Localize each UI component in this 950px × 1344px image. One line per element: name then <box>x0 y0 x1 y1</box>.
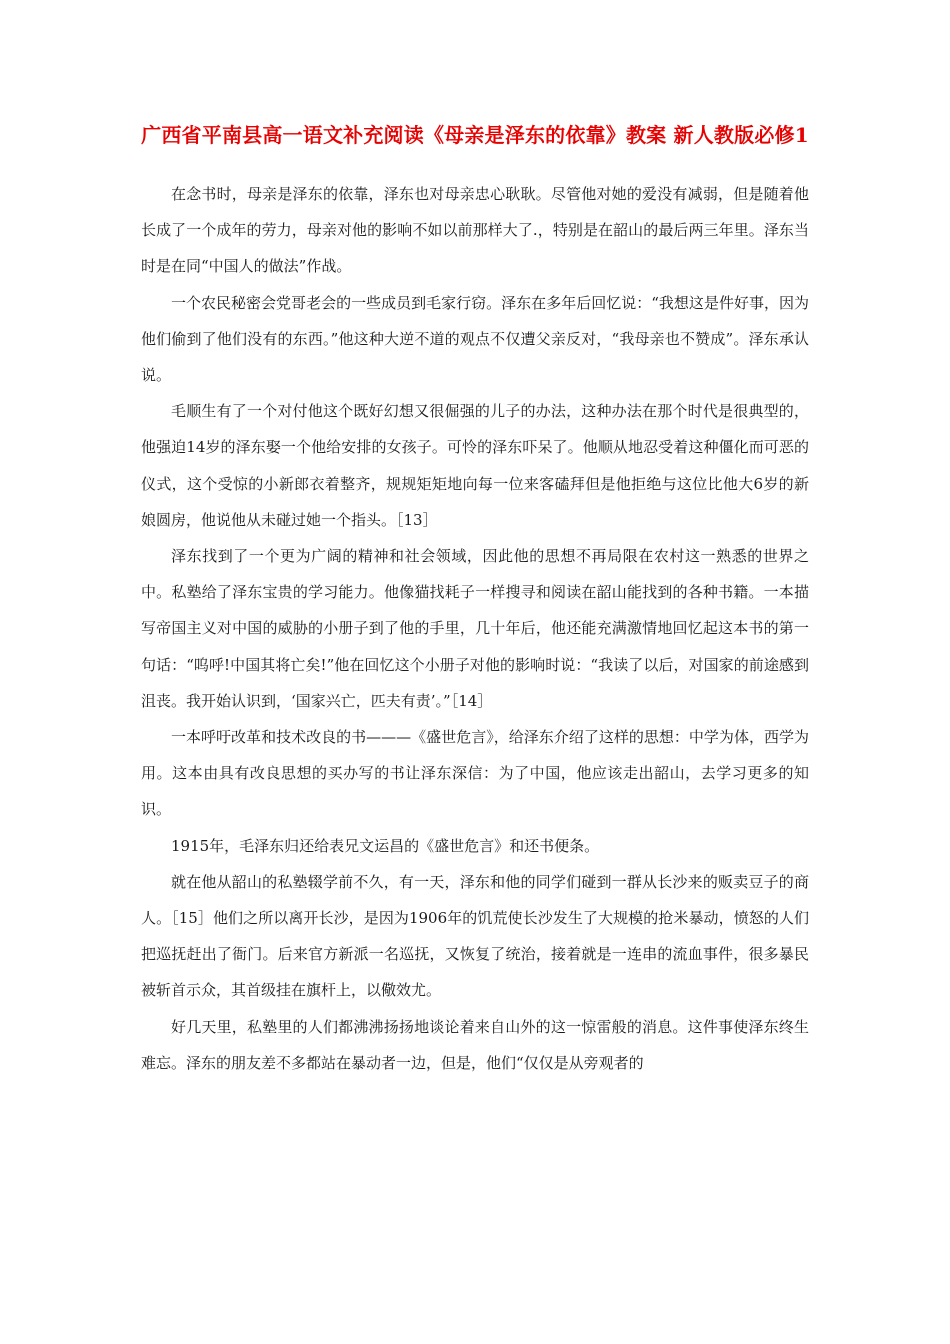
paragraph-5: 一本呼吁改革和技术改良的书———《盛世危言》，给泽东介绍了这样的思想：中学为体，西学为用。这本由具有改良思想的买办写的书让泽东深信：为了中国，他应该走出韶山，去学习更多的知识。 <box>141 728 809 819</box>
paragraph-4: 泽东找到了一个更为广阔的精神和社会领域，因此他的思想不再局限在农村这一熟悉的世界之中。私塾给了泽东宝贵的学习能力。他像猫找耗子一样搜寻和阅读在韶山能找到的各种书籍。一本描写帝国主义对中国的威胁的小册子到了他的手里，几十年后，他还能充满激情地回忆起这本书的第一句话：“呜呼!中国其将亡矣!”他在回忆这个小册子对他的影响时说：“我读了以后，对国家的前途感到沮丧。我开始认识到，‘国家兴亡，匹夫有责’。”［14］ <box>141 547 809 710</box>
paragraph-7: 就在他从韶山的私塾辍学前不久，有一天，泽东和他的同学们碰到一群从长沙来的贩卖豆子的商人。［15］他们之所以离开长沙，是因为1906年的饥荒使长沙发生了大规模的抢米暴动，愤怒的人们把巡抚赶出了衙门。后来官方新派一名巡抚，又恢复了统治，接着就是一连串的流血事件，很多暴民被斩首示众，其首级挂在旗杆上，以儆效尤。 <box>141 872 809 1000</box>
document-body <box>141 176 809 1081</box>
paragraph-8: 好几天里，私塾里的人们都沸沸扬扬地谈论着来自山外的这一惊雷般的消息。这件事使泽东终生难忘。泽东的朋友差不多都站在暴动者一边，但是，他们“仅仅是从旁观者的 <box>141 1017 809 1072</box>
paragraph-1: 在念书时，母亲是泽东的依靠，泽东也对母亲忠心耿耿。尽管他对她的爱没有减弱，但是随着他长成了一个成年的劳力，母亲对他的影响不如以前那样大了.，特别是在韶山的最后两三年里。泽东当时是在同“中国人的做法”作战。 <box>141 185 809 276</box>
paragraph-3: 毛顺生有了一个对付他这个既好幻想又很倔强的儿子的办法，这种办法在那个时代是很典型的，他强迫14岁的泽东娶一个他给安排的女孩子。可怜的泽东吓呆了。他顺从地忍受着这种僵化而可恶的仪式，这个受惊的小新郎衣着整齐，规规矩矩地向每一位来客磕拜但是他拒绝与这位比他大6岁的新娘圆房，他说他从未碰过她一个指头。［13］ <box>141 402 809 529</box>
paragraph-6: 1915年，毛泽东归还给表兄文运昌的《盛世危言》和还书便条。 <box>171 836 600 855</box>
document-title: 广西省平南县高一语文补充阅读《母亲是泽东的依靠》教案 新人教版必修1 <box>141 123 809 147</box>
paragraph-2: 一个农民秘密会党哥老会的一些成员到毛家行窃。泽东在多年后回忆说：“我想这是件好事，因为他们偷到了他们没有的东西。”他这种大逆不道的观点不仅遭父亲反对，“我母亲也不赞成”。泽东承认说。 <box>141 293 809 385</box>
